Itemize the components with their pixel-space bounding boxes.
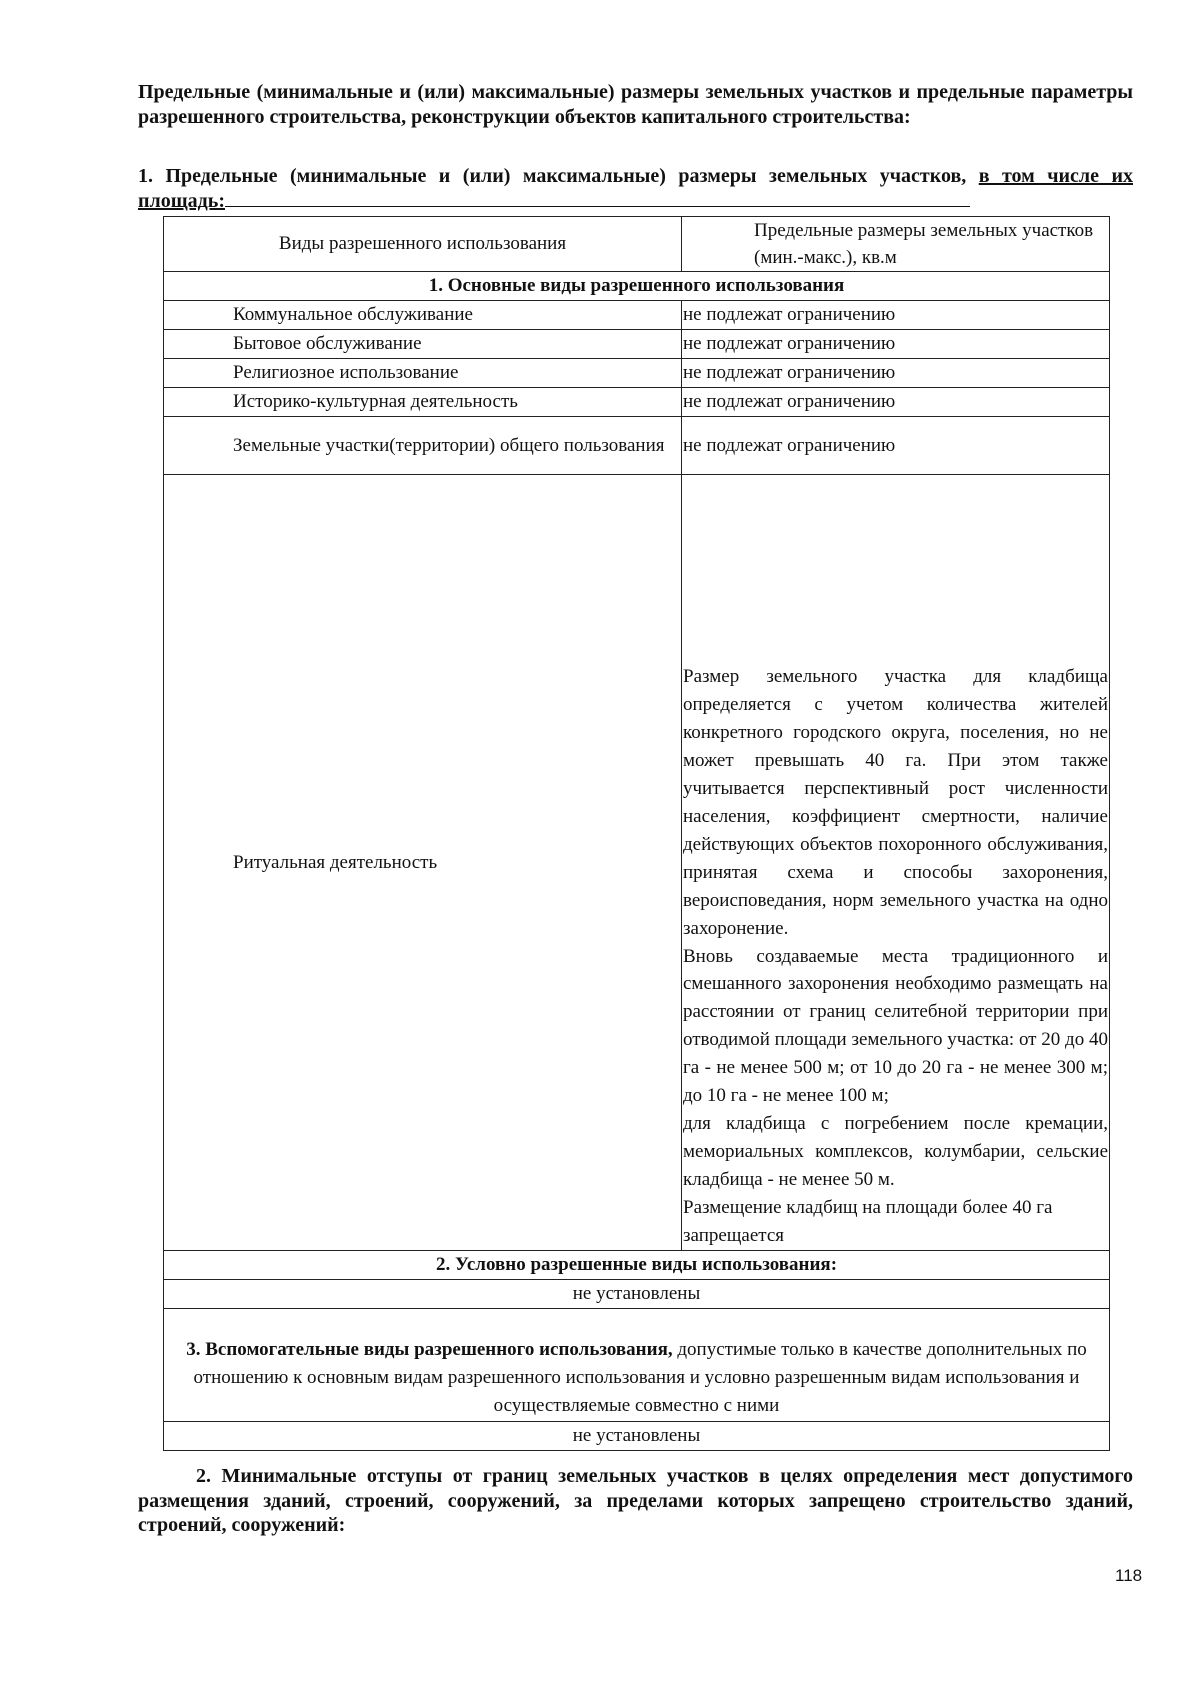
col1-header: Виды разрешенного использования [164,217,682,272]
group3-title-bold: 3. Вспомогательные виды разрешенного использования, [186,1339,673,1360]
group1-row [164,272,1110,301]
table-header-row [164,217,1110,272]
group2-row [164,1251,1110,1280]
section1-heading [138,164,1133,213]
limit-cell: не подлежат ограничению [682,388,1110,417]
limit-cell: не подлежат ограничению [682,330,1110,359]
group3-title [164,1309,1110,1422]
table-row-ritual [164,475,1110,1251]
limit-cell: не подлежат ограничению [682,301,1110,330]
group3-value-row [164,1422,1110,1451]
ritual-paragraph: Вновь создаваемые места традиционного и смешанного захоронения необходимо размещать на расстоянии от границ селитебной территории при отводимой площади земельного участка: от 20 до 40 га - не менее 500 м; от 10 до 20 га - не менее 300 м; до 10 га - не менее 100 м; [683,945,1108,1107]
table-row [164,359,1110,388]
section2-heading: 2. Минимальные отступы от границ земельных участков в целях определения мест допустимого размещения зданий, строений, сооружений, за пределами которых запрещено строительство зданий, строений, сооружений: [138,1465,1133,1536]
underline-blank [225,192,970,207]
intro-heading: Предельные (минимальные и (или) максимальные) размеры земельных участков и предельные параметры разрешенного строительства, реконструкции объектов капитального строительства: [138,81,1133,128]
group2-value-row [164,1280,1110,1309]
table-row [164,417,1110,475]
page-number: 118 [1115,1566,1143,1585]
limit-cell: не подлежат ограничению [682,359,1110,388]
use-cell: Бытовое обслуживание [164,330,682,359]
col2-header: Предельные размеры земельных участков (мин.-макс.), кв.м [682,217,1110,272]
ritual-limit-cell [682,475,1110,1251]
group2-value: не установлены [164,1280,1110,1309]
land-plot-limits-table [163,216,1110,1451]
group2-title: 2. Условно разрешенные виды использования: [164,1251,1110,1280]
section1-heading-text: 1. Предельные (минимальные и (или) максимальные) размеры земельных участков, [138,165,967,187]
group3-title-rest: допустимые только в качестве дополнительных по отношению к основным видам разрешенного использования и условно разрешенным видам использования и осуществляемые совместно с ними [193,1339,1087,1416]
table-row [164,330,1110,359]
group3-value: не установлены [164,1422,1110,1451]
group3-row [164,1309,1110,1422]
limit-cell: не подлежат ограничению [682,417,1110,475]
use-cell: Историко-культурная деятельность [164,388,682,417]
use-cell: Земельные участки(территории) общего пользования [164,417,682,475]
table-row [164,388,1110,417]
section1-heading-underlined: в том числе их площадь: [138,165,1134,212]
use-cell: Коммунальное обслуживание [164,301,682,330]
ritual-paragraph: Размещение кладбищ на площади более 40 га запрещается [683,1197,1053,1247]
use-cell: Ритуальная деятельность [164,475,682,1251]
use-cell: Религиозное использование [164,359,682,388]
table-row [164,301,1110,330]
group1-title: 1. Основные виды разрешенного использования [164,272,1110,301]
ritual-paragraph: для кладбища с погребением после кремации, мемориальных комплексов, колумбарии, сельские кладбища - не менее 50 м. [683,1113,1108,1191]
ritual-paragraph: Размер земельного участка для кладбища определяется с учетом количества жителей конкретного городского округа, поселения, но не может превышать 40 га. При этом также учитывается перспективный рост численности населения, коэффициент смертности, наличие действующих объектов похоронного обслуживания, принятая схема и способы захоронения, вероисповедания, норм земельного участка на одно захоронение. [683,665,1108,939]
